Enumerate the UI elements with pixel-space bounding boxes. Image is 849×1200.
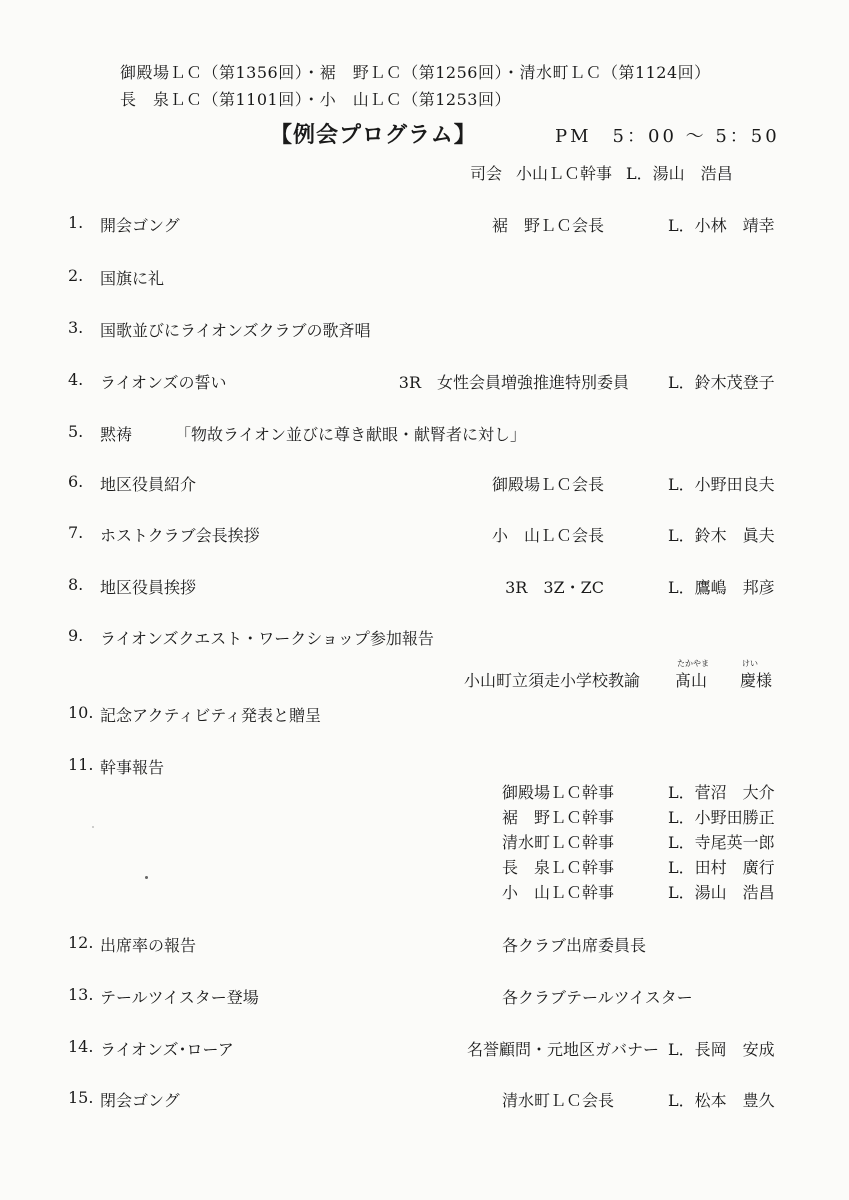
program-item-2: [0, 266, 849, 292]
item-role: 御殿場ＬＣ会長: [491, 475, 604, 494]
item-role: 3R 3Z・ZC: [505, 578, 604, 597]
item-label: ライオンズクエスト・ワークショップ参加報告: [100, 629, 434, 648]
speaker-role: 小山町立須走小学校教諭: [463, 671, 640, 690]
item-name: L．小野田良夫: [668, 475, 775, 494]
item-name: L．鈴木茂登子: [668, 373, 775, 392]
item-number: 4.: [68, 370, 84, 389]
item-name: L．長岡 安成: [668, 1040, 775, 1059]
program-item-10: [0, 703, 849, 729]
item-role: 裾 野ＬＣ会長: [491, 216, 604, 235]
program-item-5: [0, 422, 849, 448]
secretary-role: 御殿場ＬＣ幹事: [502, 783, 615, 802]
item-subtitle: 「物故ライオン並びに尊き献眼・献腎者に対し」: [175, 425, 527, 444]
secretary-name: L．小野田勝正: [668, 808, 775, 827]
secretary-role: 清水町ＬＣ幹事: [502, 833, 615, 852]
mc-label: 司会: [470, 164, 503, 183]
item-label: 幹事報告: [100, 758, 165, 777]
item-label: 閉会ゴング: [100, 1091, 180, 1110]
program-item-11: [0, 755, 849, 781]
speaker-given: 慶様: [740, 671, 773, 690]
item-number: 10.: [68, 703, 94, 722]
item-number: 12.: [68, 933, 94, 952]
item-name: L．松本 豊久: [668, 1091, 775, 1110]
page-title: 【例会プログラム】: [270, 122, 477, 148]
secretary-name: L．湯山 浩昌: [668, 883, 775, 902]
item-number: 1.: [68, 213, 84, 232]
header-line-2: 長 泉ＬＣ（第1101回）・小 山ＬＣ（第1253回）: [120, 90, 511, 109]
mc-line: [470, 161, 747, 184]
secretary-name: L．田村 廣行: [668, 858, 775, 877]
item-label: 国歌並びにライオンズクラブの歌斉唱: [100, 321, 371, 340]
program-item-1: [0, 213, 849, 239]
item-number: 3.: [68, 318, 84, 337]
item-label: ライオンズの誓い: [100, 373, 227, 392]
item-number: 5.: [68, 422, 84, 441]
item-name: L．鷹嶋 邦彦: [668, 578, 775, 597]
program-item-3: [0, 318, 849, 344]
header-line-1: 御殿場ＬＣ（第1356回）・裾 野ＬＣ（第1256回）・清水町ＬＣ（第1124回）: [120, 63, 711, 82]
scan-speck: [145, 876, 148, 879]
item-role: 小 山ＬＣ会長: [491, 526, 604, 545]
program-item-4: [0, 370, 849, 396]
speaker-surname-ruby: たかやま: [677, 659, 709, 668]
program-item-6: [0, 472, 849, 498]
secretary-role: 裾 野ＬＣ幹事: [502, 808, 615, 827]
item-label: ライオンズ･ローア: [100, 1040, 234, 1059]
item-number: 8.: [68, 575, 84, 594]
item-number: 11.: [68, 755, 94, 774]
scan-speck: [92, 826, 94, 828]
item-number: 2.: [68, 266, 84, 285]
program-item-12: [0, 933, 849, 959]
item-number: 13.: [68, 985, 94, 1004]
item-label: 黙祷: [100, 425, 133, 444]
secretary-name: L．寺尾英一郎: [668, 833, 775, 852]
item-label: 国旗に礼: [100, 269, 165, 288]
secretary-role: 長 泉ＬＣ幹事: [502, 858, 615, 877]
item-label: ホストクラブ会長挨拶: [100, 526, 260, 545]
item-9-speaker: [0, 659, 849, 694]
program-item-13: [0, 985, 849, 1011]
program-item-9: [0, 626, 849, 652]
speaker-given-ruby: けい: [742, 659, 758, 668]
item-role: 3R 女性会員増強推進特別委員: [398, 373, 629, 392]
speaker-surname: 髙山: [675, 671, 708, 690]
item-number: 14.: [68, 1037, 94, 1056]
item-role: 清水町ＬＣ会長: [502, 1091, 615, 1110]
item-label: 地区役員紹介: [100, 475, 197, 494]
item-name: L．小林 靖幸: [668, 216, 775, 235]
secretary-role: 小 山ＬＣ幹事: [502, 883, 615, 902]
item-role: 各クラブテールツイスター: [502, 988, 693, 1007]
item-label: 出席率の報告: [100, 936, 197, 955]
program-item-14: [0, 1037, 849, 1063]
item-label: 記念アクティビティ発表と贈呈: [100, 706, 321, 725]
mc-name: L．湯山 浩昌: [626, 164, 733, 183]
item-number: 15.: [68, 1088, 94, 1107]
item-number: 7.: [68, 523, 84, 542]
meeting-time: PM 5：00 ～ 5：50: [555, 126, 780, 147]
item-role: 各クラブ出席委員長: [502, 936, 647, 955]
program-item-15: [0, 1088, 849, 1114]
mc-role: 小山ＬＣ幹事: [516, 164, 613, 183]
item-label: テールツイスター登場: [100, 988, 259, 1007]
program-item-7: [0, 523, 849, 549]
item-number: 6.: [68, 472, 84, 491]
item-number: 9.: [68, 626, 84, 645]
item-name: L．鈴木 眞夫: [668, 526, 775, 545]
item-label: 地区役員挨拶: [100, 578, 197, 597]
item-label: 開会ゴング: [100, 216, 180, 235]
program-item-8: [0, 575, 849, 601]
item-role: 名誉顧問・元地区ガバナー: [466, 1040, 659, 1059]
secretary-name: L．菅沼 大介: [668, 783, 775, 802]
